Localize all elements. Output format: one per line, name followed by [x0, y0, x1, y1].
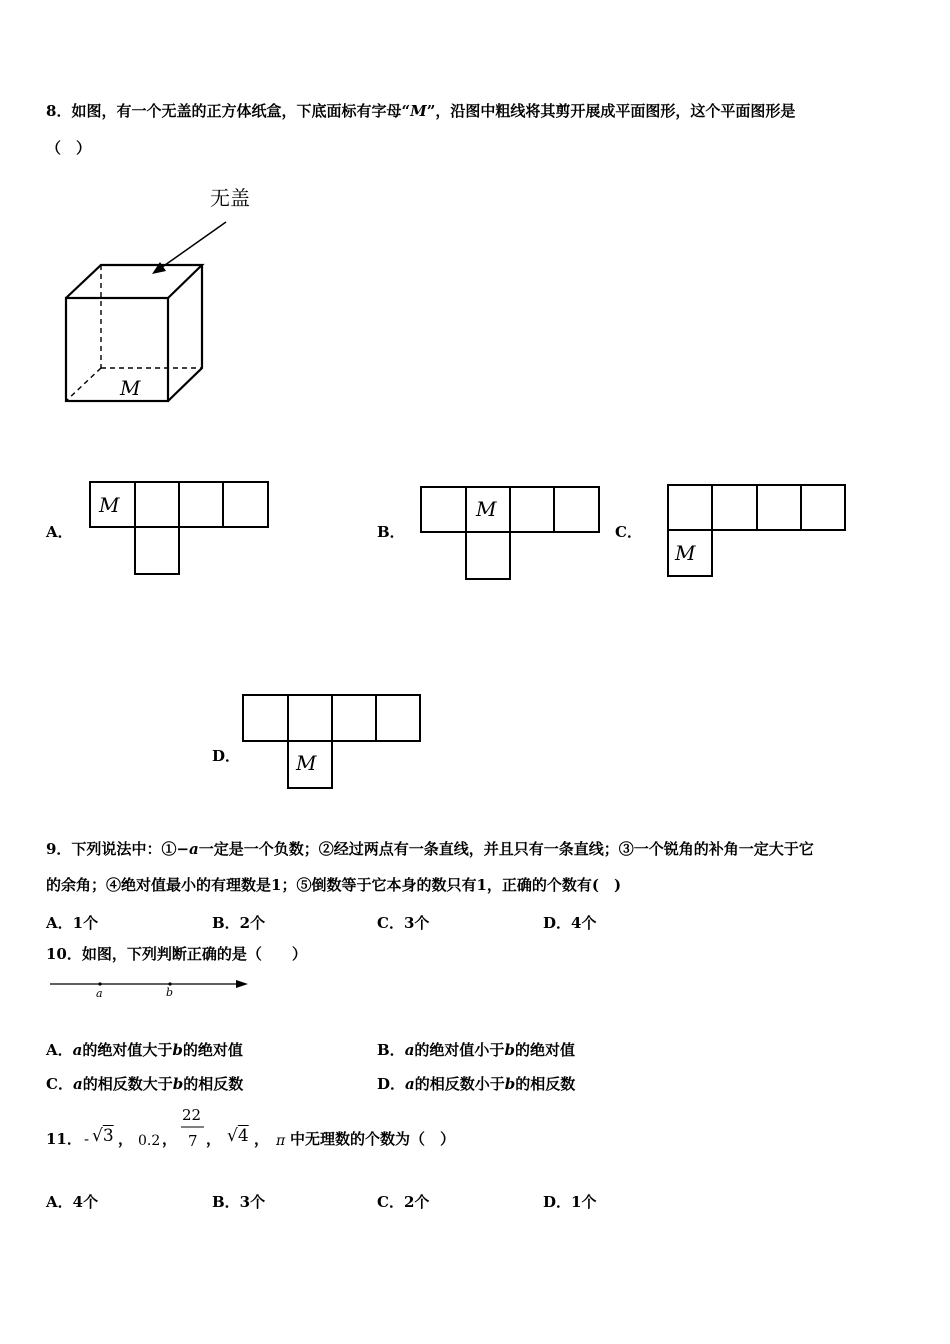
q11-sep-4: ， [254, 1130, 270, 1148]
q10-option-b-var1: a [404, 1041, 415, 1059]
q10-option-b [377, 1039, 575, 1060]
q8-stem-part1: ．如图，有一个无盖的正方体纸盒，下底面标有字母“ [56, 102, 411, 120]
q10-option-b-mid: 的绝对值小于 [414, 1041, 505, 1059]
q10-option-c-mid: 的相反数大于 [82, 1075, 173, 1093]
number-line-a-label: a [96, 987, 103, 1000]
q11-sep-3: ， [206, 1130, 222, 1148]
q10-option-b-label: B． [377, 1041, 405, 1059]
q10-option-d-end: 的相反数 [515, 1075, 576, 1093]
q8-option-b-letter: M [476, 497, 497, 521]
q11-neg-sign: - [84, 1130, 90, 1148]
q11-sqrt3: √3 [92, 1126, 114, 1146]
q11-fraction-numerator: 22 [182, 1106, 202, 1124]
q10-option-c-var1: a [72, 1075, 83, 1093]
q9-line1-rest: 一定是一个负数；②经过两点有一条直线，并且只有一条直线；③一个锐角的补角一定大于它 [198, 840, 814, 858]
q8-option-a-label: A． [46, 523, 73, 541]
cube-no-lid-label: 无盖 [210, 186, 250, 210]
q10-option-d-label: D． [377, 1075, 406, 1093]
q11-decimal: 0.2 [138, 1133, 161, 1149]
q8-option-b-label: B． [377, 523, 405, 541]
q9-line1 [46, 842, 814, 857]
cube-letter-m: M [120, 376, 141, 400]
q9-var-a: a [189, 840, 199, 858]
q9-option-a: A．1个 [46, 914, 99, 932]
q10-option-b-end: 的绝对值 [514, 1041, 575, 1059]
q10-option-a-label: A． [46, 1041, 73, 1059]
q11-sqrt3-radicand: 3 [102, 1126, 114, 1146]
q10-option-d-var1: a [405, 1075, 415, 1093]
q10-option-a-mid: 的绝对值大于 [82, 1041, 173, 1059]
q8-paren: （ ） [46, 139, 92, 157]
q10-option-c [46, 1073, 243, 1094]
number-line-b-label: b [166, 986, 174, 999]
q9-line2: 的余角；④绝对值最小的有理数是1；⑤倒数等于它本身的数只有1，正确的个数有( ) [46, 876, 622, 894]
q8-option-d-label: D． [212, 747, 241, 765]
q10-option-c-var2: b [172, 1075, 184, 1093]
q9-line1-start: 9．下列说法中：①− [46, 840, 190, 858]
q8-number: 8 [46, 102, 57, 120]
q8-option-a-letter: M [99, 493, 120, 517]
q10-option-a-var2: b [172, 1041, 183, 1059]
q11-option-d: D．1个 [543, 1193, 597, 1211]
q10-option-a-var1: a [72, 1041, 83, 1059]
q10-option-a [46, 1039, 243, 1060]
q11-sep-2: ， [162, 1130, 178, 1148]
q11-sqrt4-radicand: 4 [237, 1126, 249, 1146]
q10-option-c-label: C． [46, 1075, 73, 1093]
q10-option-c-end: 的相反数 [183, 1075, 244, 1093]
q9-option-c: C．3个 [377, 914, 430, 932]
q8-option-c-label: C． [615, 523, 642, 541]
q11-fraction-denominator: 7 [188, 1132, 198, 1150]
q10-option-d [377, 1073, 575, 1094]
q11-option-a: A．4个 [46, 1193, 99, 1211]
q8-stem [46, 104, 795, 119]
q9-option-b: B．2个 [212, 914, 266, 932]
q11-sep-1: ， [118, 1130, 134, 1148]
q10-option-d-mid: 的相反数小于 [414, 1075, 505, 1093]
q10-option-b-var2: b [504, 1041, 515, 1059]
q10-option-a-end: 的绝对值 [182, 1041, 243, 1059]
q8-stem-part2: ”，沿图中粗线将其剪开展成平面图形，这个平面图形是 [426, 102, 796, 120]
q11-option-b: B．3个 [212, 1193, 266, 1211]
q10-stem: 10．如图，下列判断正确的是（ ） [46, 945, 307, 963]
q8-option-d-letter: M [296, 751, 317, 775]
q11-tail: 中无理数的个数为（ ） [290, 1130, 456, 1148]
q11-option-c: C．2个 [377, 1193, 430, 1211]
q9-option-d: D．4个 [543, 914, 597, 932]
q11-number: 11． [46, 1130, 82, 1148]
q10-option-d-var2: b [504, 1075, 516, 1093]
q11-sqrt4: √4 [227, 1126, 249, 1146]
q11-pi: π [276, 1133, 286, 1149]
q8-stem-letter: M [410, 102, 427, 120]
q8-option-c-letter: M [675, 541, 696, 565]
